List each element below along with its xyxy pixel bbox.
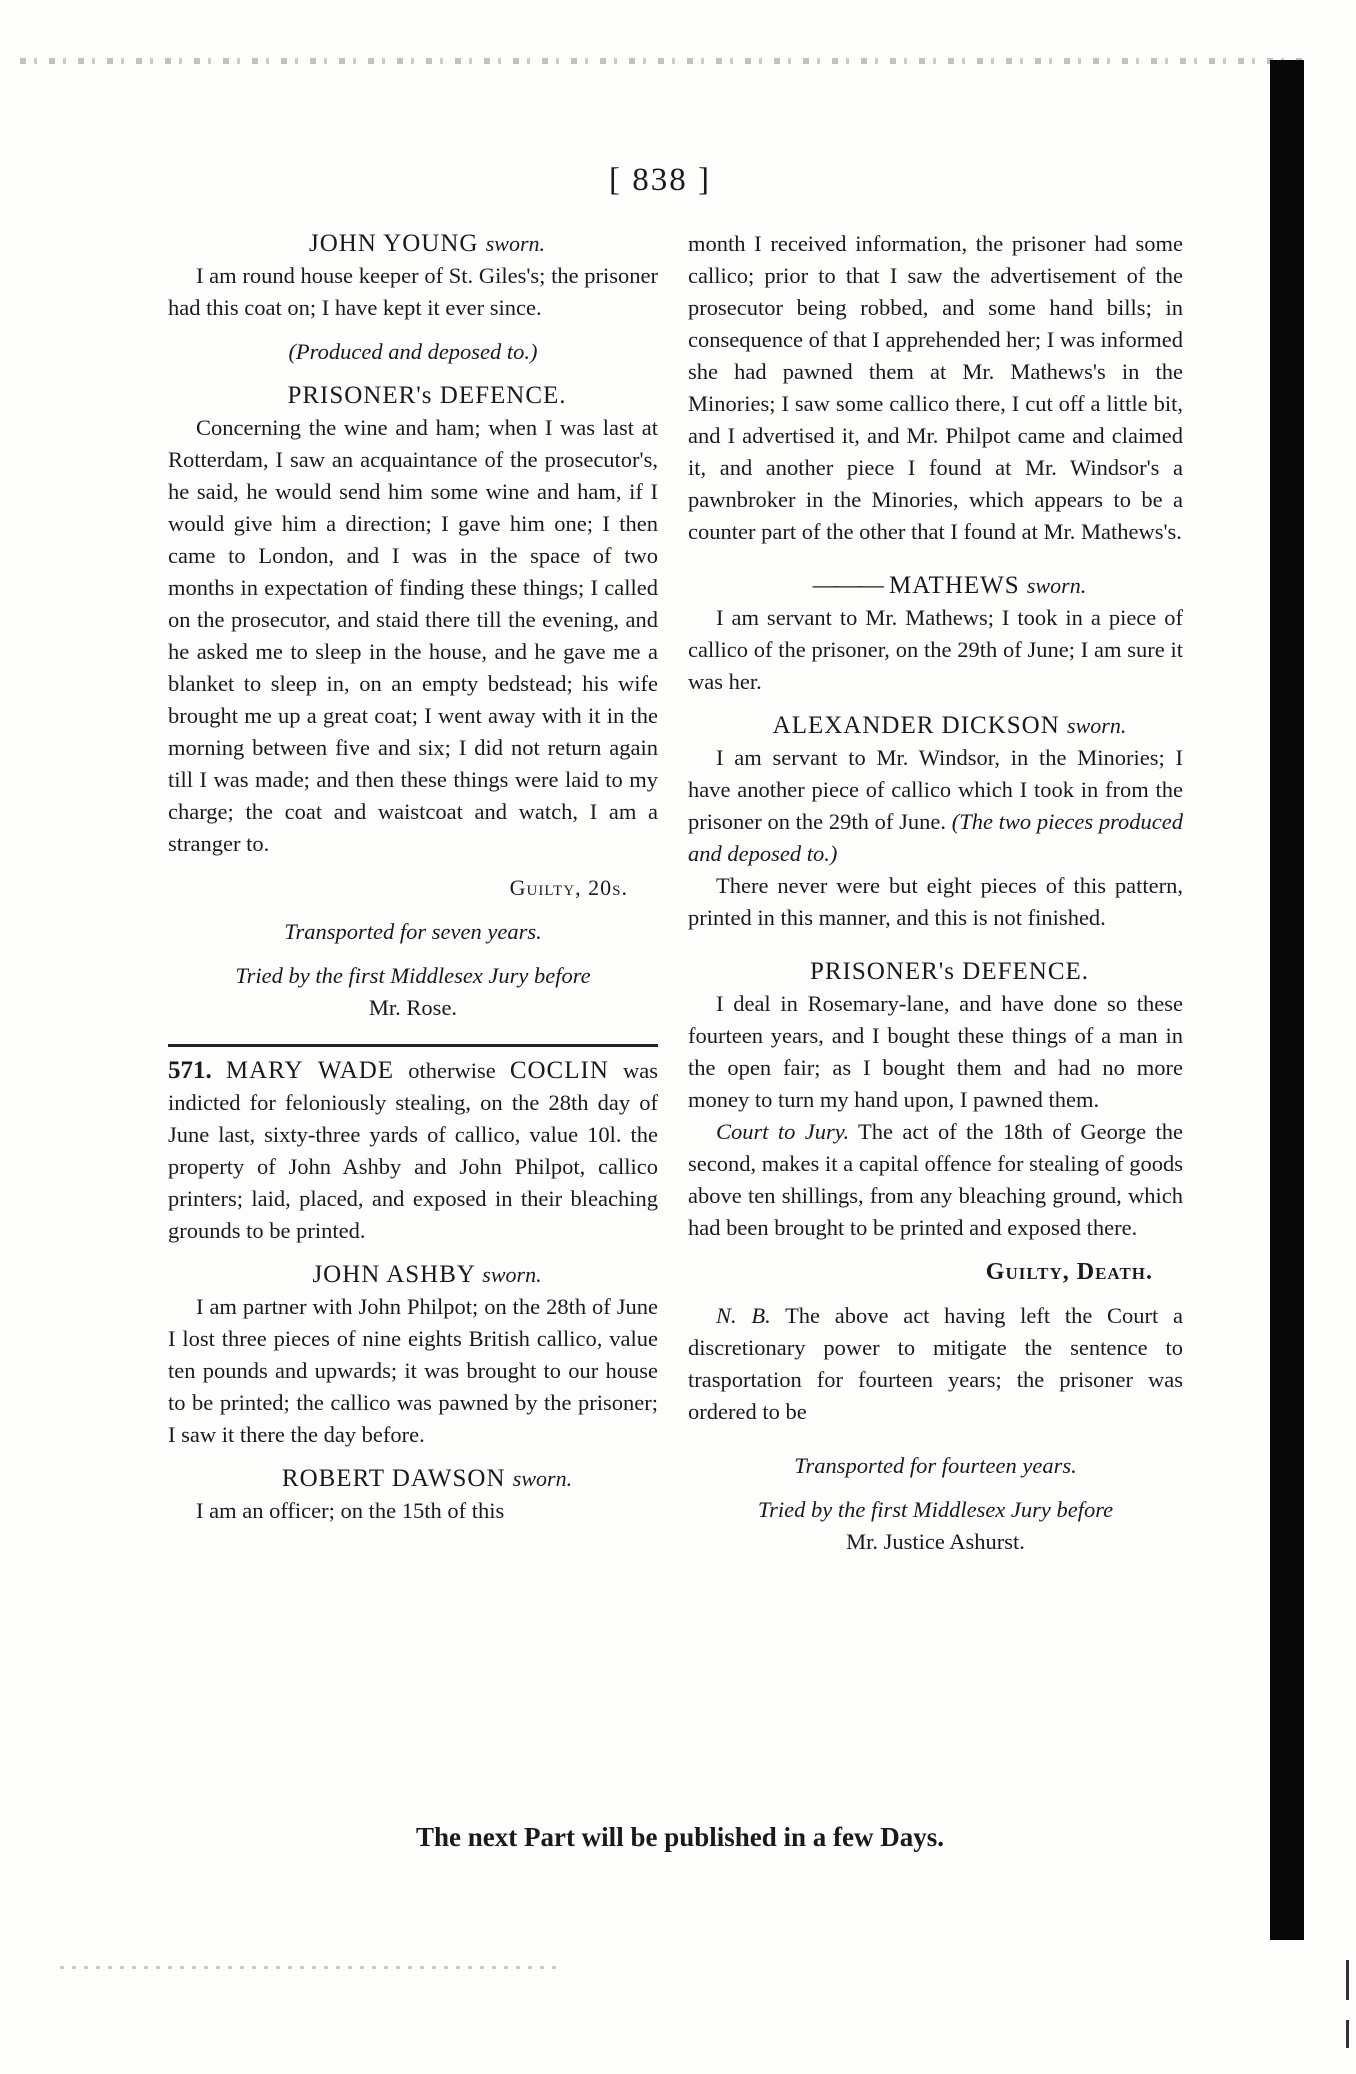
testimony-alexander-dickson	[688, 742, 1183, 870]
sworn-label: sworn.	[1067, 713, 1127, 738]
sworn-label: sworn.	[1026, 573, 1087, 598]
case-indictment	[168, 1055, 658, 1247]
court-label: Court to Jury.	[716, 1119, 850, 1144]
witness-heading-robert-dawson	[168, 1463, 658, 1495]
page-number: [ 838 ]	[609, 162, 711, 198]
testimony-dawson-continued: month I received information, the prisoner had some callico; prior to that I saw the advertisement of the prosecutor being robbed, and some hand bills; in consequence of that I apprehended her; I was informed she had pawned them at Mr. Mathews's in the Minories; I saw some callico there, I cut off a little bit, and I advertised it, and Mr. Philpot came and claimed it, and another piece I found at Mr. Windsor's a pawnbroker in the Minories, which appears to be a counter part of the other that I found at Mr. Mathews's.	[688, 231, 1183, 544]
verdict: Guilty, 20s.	[509, 875, 628, 900]
testimony-john-ashby: I am partner with John Philpot; on the 28th of June I lost three pieces of nine eights British callico, value ten pounds and upwards; it was brought to our house to be printed; the callico was pawned by the prisoner; I saw it there the day before.	[168, 1294, 658, 1447]
prisoner-defence-text: Concerning the wine and ham; when I was last at Rotterdam, I saw an acquaintance of the prosecutor's, he said, he would send him some wine and ham, if I would give him a direction; I gave him one; I then came to London, and I was in the space of two months in expectation of finding these things; I called on the prosecutor, and staid there till the evening, and he asked me to sleep in the house, and he gave me a blanket to sleep in, on an empty bedstead; his wife brought me up a great coat; I went away with it in the morning between five and six; I did not return again till I was made; and then these things were laid to my charge; the coat and waistcoat and watch, I am a stranger to.	[168, 415, 658, 856]
prisoner-defence-text: I deal in Rosemary-lane, and have done so these fourteen years, and I bought these things of a man in the open fair; as I bought them and had no more money to turn my hand upon, I pawned them.	[688, 991, 1183, 1112]
sentence: Transported for fourteen years.	[794, 1453, 1077, 1478]
defendant-alias: COCLIN	[509, 1057, 609, 1084]
testimony-mathews: I am servant to Mr. Mathews; I took in a piece of callico of the prisoner, on the 29th of June; I am sure it was her.	[688, 605, 1183, 694]
produced-note: (Produced and deposed to.)	[288, 339, 538, 364]
witness-heading-mathews	[688, 570, 1183, 602]
witness-name: ALEXANDER DICKSON	[772, 712, 1060, 739]
alias-label: otherwise	[408, 1058, 496, 1083]
right-column	[688, 228, 1183, 1558]
witness-heading-alexander-dickson	[688, 710, 1183, 742]
footer-notice: The next Part will be published in a few Days.	[415, 1822, 945, 1852]
sentence: Transported for seven years.	[284, 919, 542, 944]
prisoner-defence-heading: PRISONER's DEFENCE.	[287, 382, 567, 409]
witness-name: JOHN YOUNG	[308, 230, 479, 257]
case-number: 571.	[168, 1057, 212, 1084]
court-to-jury	[688, 1116, 1183, 1244]
pattern-statement: There never were but eight pieces of this pattern, printed in this manner, and this is not finished.	[688, 873, 1183, 930]
binding-shadow	[1270, 60, 1304, 1940]
scan-artifact-top	[20, 50, 1310, 80]
scan-artifact-bottom	[60, 1960, 560, 1980]
testimony-john-young: I am round house keeper of St. Giles's; the prisoner had this coat on; I have kept it ever since.	[168, 263, 658, 320]
tried-by: Tried by the first Middlesex Jury before	[757, 1497, 1114, 1522]
defendant-name: MARY WADE	[225, 1057, 395, 1084]
prisoner-defence-heading: PRISONER's DEFENCE.	[809, 958, 1090, 985]
witness-name: JOHN ASHBY	[312, 1261, 476, 1288]
produced-note: (The two pieces produced and deposed to.)	[688, 809, 1183, 866]
nb-label: N. B.	[716, 1303, 771, 1328]
sworn-label: sworn.	[485, 231, 546, 256]
dickson-text: I am servant to Mr. Windsor, in the Minories; I have another piece of callico which I took in from the prisoner on the 29th of June.	[688, 745, 1183, 834]
witness-name: ROBERT DAWSON	[281, 1465, 506, 1492]
sworn-label: sworn.	[482, 1262, 542, 1287]
tried-judge: Mr. Rose.	[368, 995, 458, 1020]
sworn-label: sworn.	[512, 1466, 573, 1491]
court-text: The act of the 18th of George the second, makes it a capital offence for stealing of goods above ten shillings, from any bleaching ground, which had been brought to be printed and exposed there.	[688, 1119, 1183, 1240]
witness-heading-john-young	[168, 228, 658, 260]
indictment-text: was indicted for feloniously stealing, on the 28th day of June last, sixty-three yards of callico, value 10l. the property of John Ashby and John Philpot, callico printers; laid, placed, and exposed in their bleaching grounds to be printed.	[168, 1058, 659, 1243]
nb-text: The above act having left the Court a discretionary power to mitigate the sentence to trasportation for fourteen years; the prisoner was ordered to be	[688, 1303, 1184, 1424]
edge-mark	[1346, 2020, 1349, 2048]
edge-mark	[1346, 1960, 1349, 2000]
witness-name: MATHEWS	[889, 572, 1020, 599]
name-dash: ———	[812, 572, 882, 599]
verdict: Guilty, Death.	[985, 1259, 1153, 1285]
testimony-robert-dawson: I am an officer; on the 15th of this	[196, 1498, 505, 1523]
witness-heading-john-ashby	[168, 1259, 658, 1291]
tried-by: Tried by the first Middlesex Jury before	[235, 963, 591, 988]
tried-judge: Mr. Justice Ashurst.	[846, 1529, 1025, 1554]
nota-bene	[688, 1300, 1183, 1428]
case-divider	[168, 1044, 658, 1047]
left-column	[168, 228, 658, 1527]
